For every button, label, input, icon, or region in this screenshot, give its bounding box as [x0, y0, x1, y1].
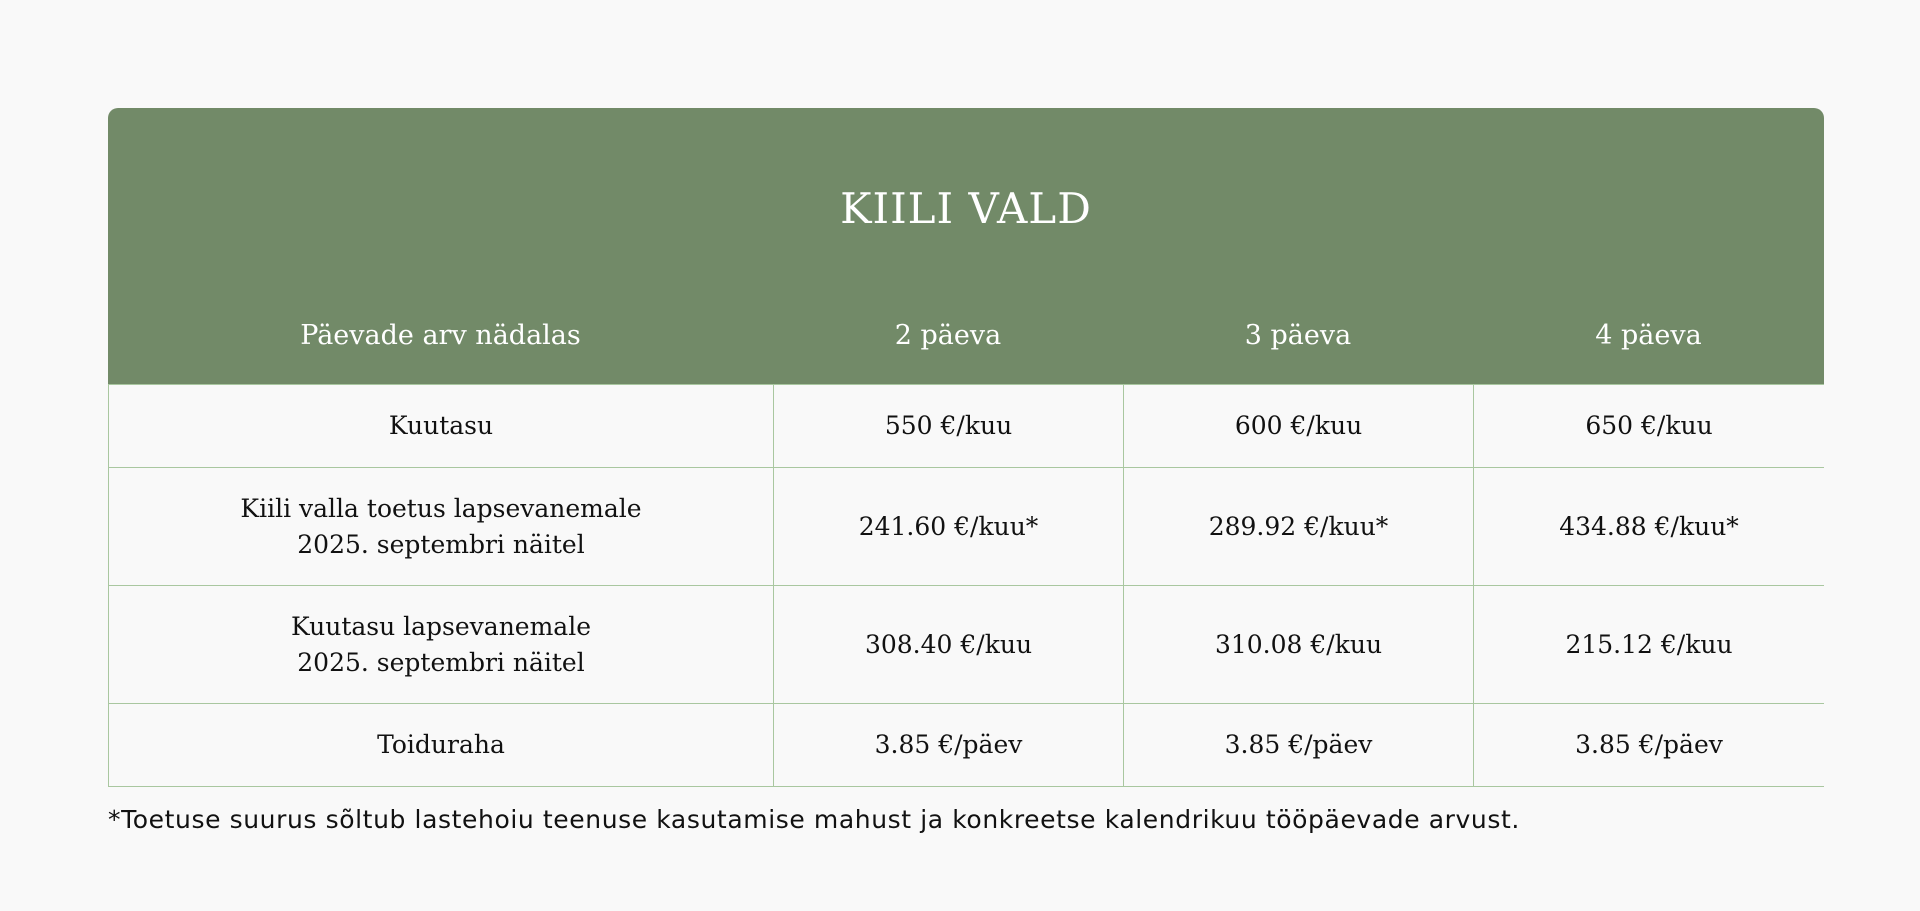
row-label: [109, 704, 774, 787]
column-header-3-days: 3 päeva: [1244, 320, 1352, 351]
table-cell: 241.60 €/kuu*: [774, 468, 1124, 586]
price-table: [108, 108, 1824, 787]
row-label-line: 2025. septembri näitel: [297, 647, 585, 677]
table-header: [108, 108, 1824, 384]
table-row-toiduraha: [109, 704, 1825, 787]
table-row-kuutasu-lapsevanemale: [109, 586, 1825, 704]
row-label-line: Toiduraha: [377, 730, 505, 759]
table-cell: 3.85 €/päev: [1474, 704, 1825, 787]
row-label-line: Kuutasu lapsevanemale: [290, 611, 591, 641]
column-header-2-days: 2 päeva: [894, 320, 1002, 351]
row-label: [109, 385, 774, 468]
table-cell: 550 €/kuu: [774, 385, 1124, 468]
price-table-body: [108, 384, 1824, 787]
table-cell: 289.92 €/kuu*: [1124, 468, 1474, 586]
table-row-toetus: [109, 468, 1825, 586]
table-cell: 434.88 €/kuu*: [1474, 468, 1825, 586]
column-header-4-days: 4 päeva: [1595, 320, 1702, 351]
row-label-line: Kiili valla toetus lapsevanemale: [240, 493, 642, 523]
table-cell: 308.40 €/kuu: [774, 586, 1124, 704]
table-cell: 3.85 €/päev: [774, 704, 1124, 787]
row-label: [109, 586, 774, 704]
table-cell: 3.85 €/päev: [1124, 704, 1474, 787]
table-cell: 310.08 €/kuu: [1124, 586, 1474, 704]
footnote: *Toetuse suurus sõltub lastehoiu teenuse kasutamise mahust ja konkreetse kalendrikuu tööpäevade arvust.: [108, 805, 1520, 834]
column-headers: [108, 308, 1824, 384]
table-cell: 215.12 €/kuu: [1474, 586, 1825, 704]
table-row-kuutasu: [109, 385, 1825, 468]
column-header-days: Päevade arv nädalas: [300, 320, 581, 351]
table-title: KIILI VALD: [840, 183, 1092, 233]
table-cell: 650 €/kuu: [1474, 385, 1825, 468]
table-cell: 600 €/kuu: [1124, 385, 1474, 468]
row-label-line: Kuutasu: [388, 411, 494, 440]
row-label-line: 2025. septembri näitel: [297, 529, 585, 559]
row-label: [109, 468, 774, 586]
